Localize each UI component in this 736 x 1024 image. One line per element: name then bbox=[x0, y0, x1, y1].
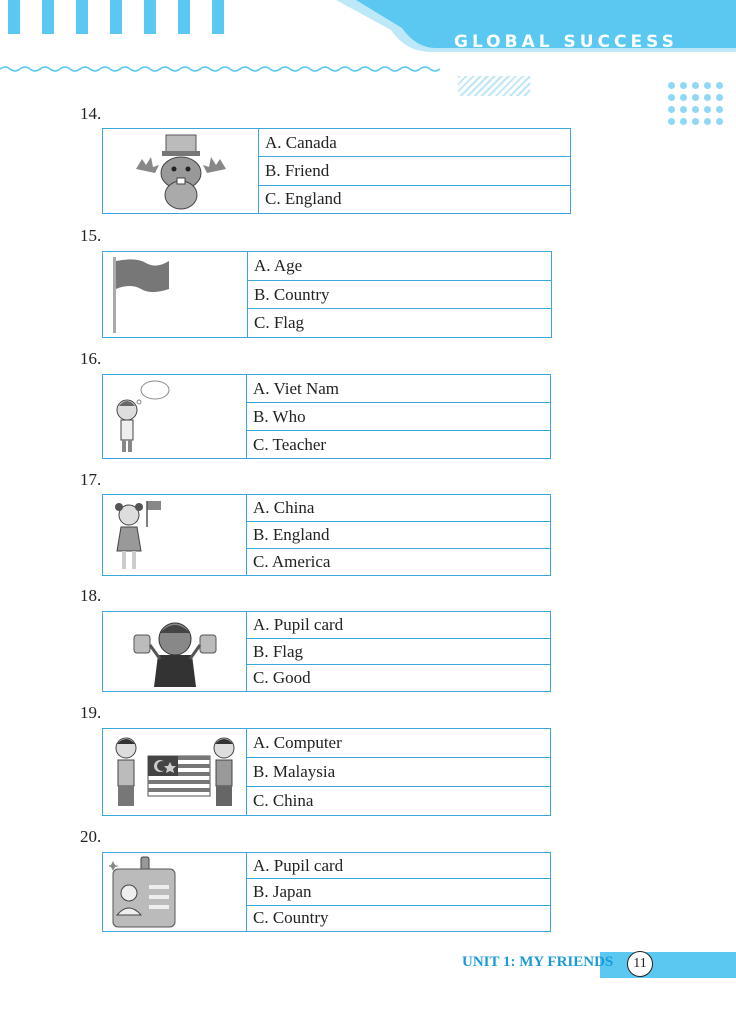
question-number: 20. bbox=[80, 827, 102, 846]
option-a: A. Pupil card bbox=[247, 612, 550, 639]
question-number: 14. bbox=[80, 104, 102, 123]
option-a: A. Viet Nam bbox=[247, 375, 550, 403]
dot-grid-decoration bbox=[668, 82, 730, 138]
option-c: C. Good bbox=[253, 668, 311, 688]
option-a: A. Age bbox=[248, 252, 551, 281]
girl-with-flag-illustration bbox=[103, 495, 247, 575]
children-with-malaysia-flag-illustration bbox=[103, 729, 247, 815]
option-a: A. Computer bbox=[247, 729, 550, 758]
option-b: B. Japan bbox=[247, 879, 550, 905]
question-box-19 bbox=[102, 728, 551, 816]
question-number: 18. bbox=[80, 586, 102, 605]
option-b: B. Country bbox=[248, 281, 551, 310]
question-number: 19. bbox=[80, 703, 102, 722]
option-a: A. Pupil card bbox=[247, 853, 550, 879]
option-c: C. Flag bbox=[254, 313, 305, 333]
question-box-16 bbox=[102, 374, 551, 459]
footer-bar bbox=[600, 952, 736, 978]
question-number: 16. bbox=[80, 349, 102, 368]
hatch-decoration bbox=[458, 76, 530, 96]
option-c: C. Teacher bbox=[253, 434, 327, 454]
option-b: B. Friend bbox=[259, 157, 570, 185]
option-b: B. Flag bbox=[247, 639, 550, 666]
flag-on-pole-illustration bbox=[103, 252, 248, 337]
option-b: B. Malaysia bbox=[247, 758, 550, 787]
character-thumbs-up-illustration bbox=[103, 612, 247, 691]
pupil-id-card-illustration bbox=[103, 853, 247, 931]
question-box-20 bbox=[102, 852, 551, 932]
question-box-17 bbox=[102, 494, 551, 576]
option-c: C. China bbox=[253, 791, 314, 810]
beaver-canada-hat-illustration bbox=[103, 129, 259, 213]
question-box-15 bbox=[102, 251, 552, 338]
option-b: B. Who bbox=[247, 403, 550, 431]
option-a: A. Canada bbox=[259, 129, 570, 157]
question-box-18 bbox=[102, 611, 551, 692]
question-box-14 bbox=[102, 128, 571, 214]
option-a: A. China bbox=[247, 495, 550, 522]
option-c: C. Country bbox=[253, 908, 329, 928]
question-number: 15. bbox=[80, 226, 102, 245]
question-number: 17. bbox=[80, 470, 102, 489]
option-b: B. England bbox=[247, 522, 550, 549]
brand-title: GLOBAL SUCCESS bbox=[454, 32, 678, 52]
wave-divider bbox=[0, 64, 440, 74]
page-number: 11 bbox=[627, 951, 653, 977]
option-c: C. America bbox=[253, 552, 331, 571]
option-c: C. England bbox=[265, 189, 342, 209]
boy-thinking-illustration bbox=[103, 375, 247, 458]
unit-title: UNIT 1: MY FRIENDS bbox=[462, 954, 614, 970]
